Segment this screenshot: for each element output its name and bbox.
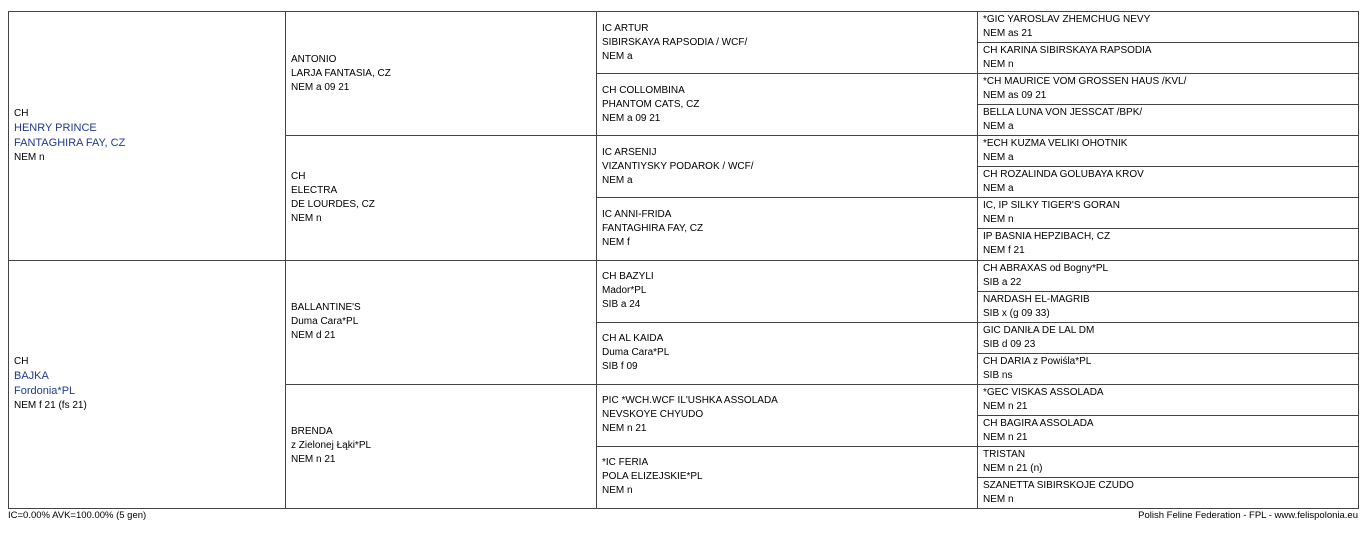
cat-info-line: NEM n 21	[983, 431, 1028, 443]
cat-info-line: NEVSKOYE CHYUDO	[602, 409, 704, 421]
cat-info-line: NEM n	[983, 214, 1014, 226]
cat-info-line: ANTONIO	[291, 53, 337, 65]
great-great-grandparent-cell	[978, 229, 1359, 260]
great-grandparent-cell	[597, 136, 978, 198]
great-grandparent-cell	[597, 198, 978, 260]
cat-info-line: ELECTRA	[291, 184, 338, 196]
cat-info-line: LARJA FANTASIA, CZ	[291, 67, 391, 79]
great-great-grandparent-cell	[978, 105, 1359, 136]
cat-info-line: NEM a 09 21	[291, 81, 350, 93]
cat-info-line: FANTAGHIRA FAY, CZ	[602, 222, 704, 234]
great-great-grandparent-cell	[978, 415, 1359, 446]
cat-info-line: *GEC VISKAS ASSOLADA	[983, 386, 1104, 398]
great-great-grandparent-cell	[978, 74, 1359, 105]
great-great-grandparent-cell	[978, 291, 1359, 322]
cat-info-line: IC ANNI-FRIDA	[602, 208, 672, 220]
cat-info-line: *CH MAURICE VOM GROSSEN HAUS /KVL/	[983, 76, 1187, 88]
cat-info-line: NEM n 21	[602, 423, 647, 435]
cat-info-line: NEM n 21 (n)	[983, 462, 1043, 474]
cat-info-line: NEM n	[983, 493, 1014, 505]
cat-info-line: NEM a	[602, 50, 633, 62]
great-great-grandparent-cell	[978, 136, 1359, 167]
cat-info-line: NEM n 21	[983, 400, 1028, 412]
cat-info-line: TRISTAN	[983, 448, 1026, 460]
great-grandparent-cell	[597, 446, 978, 508]
cat-info-line: SZANETTA SIBIRSKOJE CZUDO	[983, 479, 1134, 491]
cat-info-line: *IC FERIA	[602, 457, 649, 469]
great-grandparent-cell	[597, 260, 978, 322]
cat-info-line: SIB x (g 09 33)	[983, 307, 1050, 319]
pedigree-table	[8, 11, 1359, 509]
cat-info-line: NEM f 21	[983, 245, 1025, 257]
cat-info-line: NEM n	[291, 212, 322, 224]
inbreeding-coefficient-footer: IC=0.00% AVK=100.00% (5 gen)	[8, 510, 147, 521]
grandparent-cell	[286, 12, 597, 136]
cat-info-line: NEM n	[602, 485, 633, 497]
cat-info-line: NEM d 21	[291, 330, 336, 342]
cat-info-line: CH	[14, 356, 29, 368]
cat-info-line: *ECH KUZMA VELIKI OHOTNIK	[983, 138, 1128, 150]
cat-info-line: CH KARINA SIBIRSKAYA RAPSODIA	[983, 45, 1152, 57]
cat-info-line: NEM n 21	[291, 454, 336, 466]
cat-info-line: IP BASNIA HEPZIBACH, CZ	[983, 231, 1111, 243]
cat-info-line: CH BAZYLI	[602, 271, 654, 283]
cat-info-line: NEM as 09 21	[983, 90, 1047, 102]
cat-info-line: SIB f 09	[602, 361, 638, 373]
cat-info-line: NEM a	[602, 174, 633, 186]
cat-info-line: BALLANTINE'S	[291, 302, 361, 314]
cat-info-line: NEM n	[14, 151, 45, 163]
grandparent-cell	[286, 136, 597, 260]
cat-info-line: Duma Cara*PL	[602, 347, 670, 359]
great-grandparent-cell	[597, 322, 978, 384]
cat-info-line: BRENDA	[291, 426, 333, 438]
cat-info-line: NARDASH EL-MAGRIB	[983, 293, 1090, 305]
cat-info-line: SIB ns	[983, 369, 1013, 381]
great-great-grandparent-cell	[978, 446, 1359, 477]
cat-info-line: SIB d 09 23	[983, 338, 1036, 350]
cat-info-line: NEM a 09 21	[602, 112, 661, 124]
great-great-grandparent-cell	[978, 167, 1359, 198]
cat-info-line: NEM n	[983, 59, 1014, 71]
cat-info-line: CH	[14, 107, 29, 119]
pedigree-row	[9, 260, 1359, 291]
great-grandparent-cell	[597, 384, 978, 446]
cat-info-line: FANTAGHIRA FAY, CZ	[14, 136, 126, 149]
cat-info-line: PIC *WCH.WCF IL'USHKA ASSOLADA	[602, 395, 778, 407]
parent-cell	[9, 12, 286, 261]
cat-info-line: CH BAGIRA ASSOLADA	[983, 417, 1094, 429]
cat-info-line: DE LOURDES, CZ	[291, 198, 375, 210]
great-great-grandparent-cell	[978, 322, 1359, 353]
grandparent-cell	[286, 384, 597, 508]
cat-info-line: NEM a	[983, 183, 1014, 195]
cat-info-line: POLA ELIZEJSKIE*PL	[602, 471, 703, 483]
cat-info-line: IC ARSENIJ	[602, 146, 657, 158]
great-great-grandparent-cell	[978, 477, 1359, 508]
cat-info-line: VIZANTIYSKY PODAROK / WCF/	[602, 160, 754, 172]
cat-info-line: CH ABRAXAS od Bogny*PL	[983, 262, 1109, 274]
cat-info-line: *GIC YAROSLAV ZHEMCHUG NEVY	[983, 14, 1151, 26]
cat-info-line: NEM f 21 (fs 21)	[14, 400, 87, 412]
pedigree-row	[9, 12, 1359, 43]
cat-info-line: SIB a 22	[983, 276, 1022, 288]
cat-info-line: HENRY PRINCE	[14, 121, 97, 134]
great-grandparent-cell	[597, 12, 978, 74]
cat-info-line: NEM a	[983, 121, 1014, 133]
great-great-grandparent-cell	[978, 198, 1359, 229]
cat-info-line: CH AL KAIDA	[602, 333, 664, 345]
cat-info-line: Mador*PL	[602, 285, 647, 297]
cat-info-line: Duma Cara*PL	[291, 316, 359, 328]
cat-info-line: z Zielonej Łąki*PL	[291, 440, 372, 452]
cat-info-line: NEM as 21	[983, 28, 1033, 40]
great-great-grandparent-cell	[978, 384, 1359, 415]
cat-info-line: CH	[291, 170, 306, 182]
federation-footer: Polish Feline Federation - FPL - www.felispolonia.eu	[1138, 510, 1358, 521]
great-great-grandparent-cell	[978, 353, 1359, 384]
great-grandparent-cell	[597, 74, 978, 136]
cat-info-line: IC, IP SILKY TIGER'S GORAN	[983, 200, 1120, 212]
cat-info-line: BELLA LUNA VON JESSCAT /BPK/	[983, 107, 1143, 119]
cat-info-line: CH DARIA z Powiśla*PL	[983, 355, 1092, 367]
cat-info-line: Fordonia*PL	[14, 385, 76, 398]
cat-info-line: CH COLLOMBINA	[602, 84, 685, 96]
cat-info-line: IC ARTUR	[602, 22, 649, 34]
great-great-grandparent-cell	[978, 43, 1359, 74]
cat-info-line: NEM f	[602, 236, 630, 248]
grandparent-cell	[286, 260, 597, 384]
great-great-grandparent-cell	[978, 260, 1359, 291]
cat-info-line: NEM a	[983, 152, 1014, 164]
cat-info-line: PHANTOM CATS, CZ	[602, 98, 700, 110]
cat-info-line: GIC DANIŁA DE LAL DM	[983, 324, 1095, 336]
great-great-grandparent-cell	[978, 12, 1359, 43]
cat-info-line: CH ROZALINDA GOLUBAYA KROV	[983, 169, 1144, 181]
cat-info-line: SIBIRSKAYA RAPSODIA / WCF/	[602, 36, 748, 48]
cat-info-line: BAJKA	[14, 370, 49, 383]
pedigree-body	[9, 12, 1359, 509]
parent-cell	[9, 260, 286, 509]
cat-info-line: SIB a 24	[602, 299, 641, 311]
